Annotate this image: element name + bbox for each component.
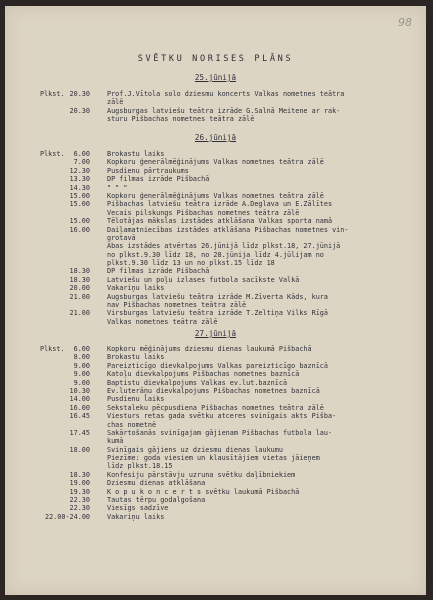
event-text: Viesturs retas gada svētku atceres svinīgais akts Pišba- (107, 412, 337, 421)
event-text: chas nometnē (107, 420, 157, 429)
time-cell: 21.00 (69, 309, 90, 318)
schedule-row (5, 234, 426, 242)
schedule-row (5, 107, 426, 115)
schedule-row (5, 479, 426, 487)
time-cell: 21.00 (69, 292, 90, 301)
event-text: Piezīme: goda viesiem un klausītājiem vietas jāieņem (107, 454, 320, 463)
time-cell: 19.30 (69, 487, 90, 496)
time-cell: 12.30 (69, 166, 90, 175)
event-text: Tēlotājas mākslas izstādes atklāšana Valkas sporta namā (107, 217, 333, 226)
schedule-row (5, 98, 426, 106)
event-text: Tautas tērpu godalgošana (107, 496, 206, 505)
time-cell: 16.00 (69, 225, 90, 234)
schedule-section-26 (5, 150, 426, 326)
time-cell: 16.45 (69, 412, 90, 421)
time-cell: 7.00 (73, 158, 90, 167)
schedule-row (5, 345, 426, 353)
time-cell: 9.00 (73, 370, 90, 379)
schedule-row (5, 387, 426, 395)
event-text: DP filmas izrāde Pišbachā (107, 175, 210, 184)
section-date: 26.jūnijā (194, 133, 237, 142)
event-text: Pusdienu laiks (107, 395, 165, 404)
time-cell: 9.00 (73, 361, 90, 370)
schedule-row (5, 251, 426, 259)
schedule-row (5, 496, 426, 504)
section-date: 25.jūnijā (194, 73, 237, 82)
event-text: Abas izstādes atvērtas 26.jūnijā līdz plkst.18, 27.jūnijā (107, 242, 341, 251)
schedule-row (5, 90, 426, 98)
event-text: Daiļamatniecības izstādes atklāšana Pišbachas nometnes vin- (107, 225, 349, 234)
schedule-row (5, 200, 426, 208)
schedule-row (5, 192, 426, 200)
page-number: 98 (398, 16, 412, 29)
event-text: Pareizticīgo dievkalpojums Valkas pareizticīgo baznīcā (107, 361, 328, 370)
time-cell: 9.00 (73, 378, 90, 387)
time-cell: 14.30 (69, 183, 90, 192)
event-text: sturu Pišbachas nometnes teātra zālē (107, 115, 255, 124)
event-text: Dziesmu dienas atklāšana (107, 479, 206, 488)
event-text: DP filmas izrāde Pišbachā (107, 267, 210, 276)
schedule-row (5, 462, 426, 470)
schedule-row (5, 293, 426, 301)
document-page (5, 6, 426, 595)
event-text: līdz plkst.18.15 (107, 462, 173, 471)
event-text: zālē (107, 98, 124, 107)
event-text: Pusdienu pārtraukums (107, 166, 189, 175)
time-prefix: Plkst. (40, 150, 65, 158)
event-text: Valkas nometnes teātra zālē (107, 317, 218, 326)
event-text: Augsburgas latviešu teātra izrāde M.Zīverta Kāds, kura (107, 292, 328, 301)
time-prefix: Plkst. (40, 90, 65, 98)
event-text: Latviešu un poļu izlases futbola sacīkste Valkā (107, 275, 300, 284)
schedule-row (5, 404, 426, 412)
event-text: Svinīgais gājiens uz dziesmu dienas laukumu (107, 445, 283, 454)
time-cell: 20.00 (69, 284, 90, 293)
schedule-row (5, 488, 426, 496)
time-cell: 6.00 (73, 150, 90, 158)
schedule-row (5, 362, 426, 370)
schedule-row (5, 150, 426, 158)
time-cell: 18.30 (69, 267, 90, 276)
schedule-row (5, 437, 426, 445)
time-cell: 14.00 (69, 395, 90, 404)
time-cell: 22.30 (69, 504, 90, 513)
schedule-row (5, 167, 426, 175)
schedule-row (5, 276, 426, 284)
event-text: Vecais pilskungs Pišbachas nometnes teātra zālē (107, 208, 300, 217)
time-prefix: Plkst. (40, 345, 65, 353)
schedule-row (5, 454, 426, 462)
event-text: Katoļu dievkalpojums Pišbachas nometnes baznīcā (107, 370, 300, 379)
schedule-row (5, 353, 426, 361)
schedule-row (5, 429, 426, 437)
event-text: Viesīgs sadzīve (107, 504, 169, 513)
event-text: grotavā (107, 233, 136, 242)
section-date: 27.jūnijā (194, 329, 237, 338)
event-text: Brokastu laiks (107, 353, 165, 362)
time-cell: 10.30 (69, 386, 90, 395)
time-cell: 15.00 (69, 217, 90, 226)
event-text: Sekstaleku pēcpusdiena Pišbachas nometnes teātra zālē (107, 403, 324, 412)
time-cell: 20.30 (69, 106, 90, 115)
schedule-row (5, 217, 426, 225)
time-cell: 17.45 (69, 428, 90, 437)
event-text: nav Pišbachas nometnes teātra zālē (107, 301, 247, 310)
schedule-row (5, 379, 426, 387)
schedule-row (5, 504, 426, 512)
event-text: Virsburgas latviešu teātra izrāde T.Zeltiņa Vilks Rīgā (107, 309, 328, 318)
event-text: Kopkoru mēģinājums dziesmu dienas laukumā Pišbachā (107, 345, 312, 353)
time-cell: 20.30 (69, 90, 90, 98)
schedule-row (5, 242, 426, 250)
event-text: Prof.J.Vītola solo dziesmu koncerts Valkas nometnes teātra (107, 90, 345, 98)
time-cell: 22.00-24.00 (44, 512, 90, 521)
time-cell: 15.00 (69, 200, 90, 209)
event-text: plkst.9.30 līdz 13 un no plkst.15 līdz 18 (107, 259, 275, 268)
event-text: Pišbachas latviešu teātra izrāde A.Deglava un E.Zālītes (107, 200, 333, 209)
time-cell: 6.00 (73, 345, 90, 353)
event-text: Kopkoru ģenerālmēģinājums Valkas nometnes teātra zālē (107, 191, 324, 200)
page-title: SVĒTKU NORISES PLĀNS (137, 54, 294, 64)
schedule-row (5, 267, 426, 275)
time-cell: 22.30 (69, 496, 90, 505)
schedule-row (5, 471, 426, 479)
time-cell: 16.00 (69, 403, 90, 412)
event-text: " " " (107, 183, 128, 192)
event-text: Konfesiju pārstāvju uzruna svētku daļībniekiem (107, 470, 296, 479)
schedule-row (5, 395, 426, 403)
time-cell: 15.00 (69, 191, 90, 200)
event-text: no plkst.9.30 līdz 18, no 28.jūnija līdz 4.jūlijam no (107, 250, 324, 259)
schedule-row (5, 301, 426, 309)
event-text: Vakariņu laiks (107, 284, 165, 293)
schedule-row (5, 158, 426, 166)
event-text: Vakariņu laiks (107, 512, 165, 521)
time-cell: 18.30 (69, 470, 90, 479)
schedule-row (5, 259, 426, 267)
time-cell: 19.00 (69, 479, 90, 488)
time-cell: 18.00 (69, 445, 90, 454)
schedule-row (5, 175, 426, 183)
schedule-row (5, 318, 426, 326)
time-cell: 13.30 (69, 175, 90, 184)
schedule-row (5, 513, 426, 521)
schedule-row (5, 446, 426, 454)
event-text: Augsburgas latviešu teātra izrāde G.Salnā Meitene ar rak- (107, 106, 341, 115)
event-text: Sakārtošanās svinīgajam gājienam Pišbachas futbola lau- (107, 428, 333, 437)
schedule-row (5, 421, 426, 429)
schedule-row (5, 115, 426, 123)
event-text: Ev.luterāņu dievkalpojums Pišbachas nometnes baznīcā (107, 386, 320, 395)
schedule-row (5, 309, 426, 317)
schedule-row (5, 412, 426, 420)
schedule-row (5, 284, 426, 292)
event-text: Baptistu dievkalpojums Valkas ev.lut.baznīcā (107, 378, 288, 387)
time-cell: 18.30 (69, 275, 90, 284)
schedule-section-25 (5, 90, 426, 124)
schedule-row (5, 209, 426, 217)
event-text: Brokastu laiks (107, 150, 165, 158)
event-text: kumā (107, 437, 124, 446)
schedule-row (5, 226, 426, 234)
event-text: Kopkoru ģenerālmēģinājums Valkas nometnes teātra zālē (107, 158, 324, 167)
schedule-section-27 (5, 345, 426, 521)
schedule-row (5, 370, 426, 378)
schedule-row (5, 184, 426, 192)
time-cell: 8.00 (73, 353, 90, 362)
event-text: K o p u k o n c e r t s svētku laukumā Pišbachā (107, 487, 300, 496)
